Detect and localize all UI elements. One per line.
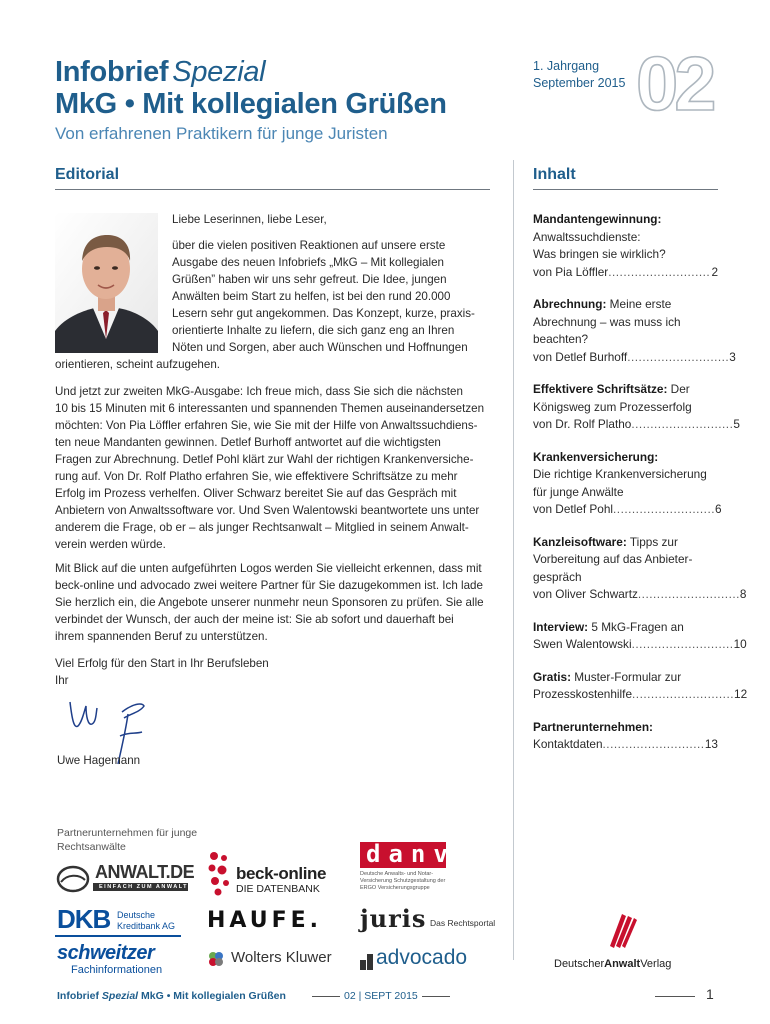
issue-number: 02 <box>636 42 713 127</box>
schweitzer-sub: Fachinformationen <box>71 964 163 976</box>
toc-leader: ........................... <box>602 737 705 751</box>
volume-info <box>533 58 625 92</box>
beck-online-logo[interactable] <box>206 848 336 900</box>
toc-item-author: von Pia Löffler <box>533 264 609 279</box>
editorial-greeting: Liebe Leserinnen, liebe Leser, <box>172 213 327 226</box>
dkb-rule <box>55 935 181 937</box>
volume-year: 1. Jahrgang <box>533 59 600 73</box>
beck-dots-icon <box>206 850 236 896</box>
text-line: Ausgabe des neuen Infobriefs „MkG – Mit kollegialen <box>172 256 444 269</box>
toc-item-topic: Mandantengewinnung: <box>533 212 662 226</box>
beck-online-name: beck-online <box>236 864 327 883</box>
text-line: Mit Blick auf die unten aufgeführten Logos werden Sie vielleicht erkennen, dass mit <box>55 562 482 575</box>
anwalt-de-name: ANWALT.DE <box>95 862 195 882</box>
footer-title-emphasis: Spezial <box>101 990 139 1002</box>
toc-item-author: von Detlef Pohl <box>533 502 614 516</box>
signature-name: Uwe Hagemann <box>57 754 141 767</box>
beck-online-sub: DIE DATENBANK <box>236 883 320 895</box>
partners-label: Partnerunternehmen für junge Rechtsanwälte <box>57 827 198 853</box>
toc-item[interactable] <box>533 296 736 366</box>
toc-item-topic: Krankenversicherung: <box>533 449 659 464</box>
text-line: Nöten und Sorgen, aber auch Wünschen und Hoffnungen <box>172 341 468 354</box>
editorial-paragraph-1 <box>172 237 502 356</box>
toc-leader: ........................... <box>631 637 734 651</box>
advocado-emblem-icon <box>360 952 376 970</box>
wolters-kluwer-emblem-icon <box>206 949 226 969</box>
page-number-rule <box>655 996 695 997</box>
publication-title-line2: MkG • Mit kollegialen Grüßen <box>55 88 447 120</box>
footer-rule-right <box>422 996 450 997</box>
author-photo <box>55 213 158 353</box>
text-line: Viel Erfolg für den Start in Ihr Berufsleben <box>55 657 269 670</box>
toc-item-page: 13 <box>704 737 718 751</box>
toc-item-topic: Gratis: <box>533 669 572 684</box>
toc-item-author: Swen Walentowski <box>533 637 632 651</box>
toc-item[interactable] <box>533 719 718 754</box>
toc-item[interactable] <box>533 619 747 654</box>
toc-leader: ........................... <box>637 587 740 601</box>
text-line: Anwälten beim Start zu helfen, ist bei den rund 20.000 <box>172 290 451 303</box>
toc-item[interactable] <box>533 381 740 434</box>
toc-item[interactable] <box>533 669 748 704</box>
toc-item-line: Die richtige Krankenversicherung <box>533 467 707 481</box>
toc-item-line: Königsweg zum Prozesserfolg <box>533 399 692 414</box>
editorial-rule <box>55 189 490 190</box>
publication-subtitle: Von erfahrenen Praktikern für junge Juristen <box>55 124 388 143</box>
text-line: Grüßen” haben wir uns sehr gefreut. Die Idee, jungen <box>172 273 447 286</box>
toc-item-page: 10 <box>733 637 747 651</box>
editorial-paragraph-3 <box>55 560 505 645</box>
footer-rule-left <box>312 996 340 997</box>
toc-item-author: von Oliver Schwartz <box>533 587 638 601</box>
juris-logo[interactable] <box>360 904 500 934</box>
toc-item-line: Anwaltssuchdienste: <box>533 229 641 244</box>
wolters-kluwer-logo[interactable] <box>206 948 346 972</box>
toc-item-page: 6 <box>715 502 722 516</box>
toc-item[interactable] <box>533 449 722 519</box>
text-line: Erfolg im Prozess verhelfen. Oliver Schwarz bereitet Sie auf das Gespräch mit <box>55 487 457 500</box>
toc-item-topic-rest: Meine erste <box>606 297 672 311</box>
toc-item-topic: Kanzleisoftware: <box>533 534 627 549</box>
anwaltverlag-part3: Verlag <box>640 958 672 970</box>
text-line: 10 bis 15 Minuten mit 6 interessanten und spannenden Themen auseinandersetzen <box>55 402 485 415</box>
toc-leader: ........................... <box>608 264 711 279</box>
toc-item-author: Kontaktdaten <box>533 737 603 751</box>
text-line: über die vielen positiven Reaktionen auf unsere erste <box>172 239 446 252</box>
toc-item-topic-rest: Der <box>667 382 690 396</box>
text-line: ihrem spannenden Beruf zu unterstützen. <box>55 630 268 643</box>
toc-item-author: von Detlef Burhoff <box>533 349 628 364</box>
danv-sub: Deutsche Anwalts- und Notar-Versicherung Schutzgestaltung der ERGO Versicherungsgruppe <box>360 871 446 891</box>
toc-item-line: Abrechnung – was muss ich <box>533 314 681 329</box>
dkb-logo[interactable] <box>55 906 185 936</box>
text-line: verbindet der Wunsch, der auch der meine ist: Sie ab sofort und dauerhaft bei <box>55 613 454 626</box>
toc-item-page: 12 <box>734 687 748 701</box>
toc-item-author: Prozesskostenhilfe <box>533 687 633 701</box>
juris-name: juris <box>360 904 427 933</box>
footer-title <box>57 990 286 1002</box>
haufe-logo[interactable]: HAUFE. <box>207 908 323 933</box>
toc-item-page: 5 <box>733 417 740 431</box>
toc-item-line: gespräch <box>533 569 582 584</box>
text-line: ten neue Mandanten gewinnen. Detlef Burhoff antwortet auf die wichtigsten <box>55 436 441 449</box>
publication-title <box>55 56 265 89</box>
toc-item-page: 3 <box>729 349 736 364</box>
toc-item-topic-rest: Tipps zur <box>626 534 678 549</box>
toc-item-topic: Partnerunternehmen: <box>533 719 653 734</box>
toc-item-topic: Effektivere Schriftsätze: <box>533 382 668 396</box>
text-line: verein werden würde. <box>55 538 166 551</box>
toc-rule <box>533 189 718 190</box>
anwaltverlag-part1: Deutscher <box>554 958 605 970</box>
text-line: Anbietern von Anwaltssoftware vor. Und Sven Walentowski beantwortete uns unter <box>55 504 480 517</box>
text-line: möchten: Von Pia Löffler erfahren Sie, wie Sie mit der Hilfe von Anwaltssuchdiens- <box>55 419 478 432</box>
schweitzer-logo[interactable] <box>55 942 185 976</box>
footer-issue <box>308 990 454 1002</box>
text-line: Lesern sehr gut angekommen. Das Konzept, kurze, praxis- <box>172 307 475 320</box>
table-of-contents <box>533 211 748 769</box>
juris-sub: Das Rechtsportal <box>430 918 496 928</box>
toc-leader: ........................... <box>613 502 716 516</box>
text-line: anderem die Frage, ob er – als junger Rechtsanwalt – Mitglied in seinem Anwalt- <box>55 521 469 534</box>
toc-item-line: Vorbereitung auf das Anbieter- <box>533 552 693 566</box>
deutscher-anwaltverlag-logo[interactable] <box>550 910 700 980</box>
text-line: rung auf. Von Dr. Rolf Platho erfahren Sie, wie effektivere Schriftsätze zu mehr <box>55 470 458 483</box>
text-line: orientierte Inhalte zu liefern, die sich ganz eng an Ihren <box>172 324 455 337</box>
toc-item-topic: Interview: <box>533 619 589 634</box>
issue-date: September 2015 <box>533 76 626 90</box>
toc-item[interactable] <box>533 211 718 281</box>
toc-leader: ........................... <box>627 349 730 364</box>
anwalt-de-logo[interactable] <box>55 862 195 896</box>
editorial-heading: Editorial <box>55 166 120 183</box>
toc-item-page: 2 <box>711 264 718 279</box>
toc-leader: ........................... <box>631 417 734 431</box>
toc-item-topic: Abrechnung: <box>533 297 607 311</box>
text-line: Ihr <box>55 674 69 687</box>
advocado-name: advocado <box>376 946 468 969</box>
anwalt-de-tagline: EINFACH ZUM ANWALT <box>99 884 189 890</box>
footer-issue-text: 02 | SEPT 2015 <box>344 990 418 1002</box>
text-line: Und jetzt zur zweiten MkG-Ausgabe: Ich freue mich, dass Sie sich die nächsten <box>55 385 463 398</box>
title-main: Infobrief <box>55 56 169 88</box>
column-divider <box>513 160 514 960</box>
schweitzer-name: schweitzer <box>57 942 155 964</box>
text-line: Sie herzlich ein, die Angebote unserer nunmehr neun Sponsoren zu prüfen. Sie alle <box>55 596 484 609</box>
toc-item-line: für junge Anwälte <box>533 484 624 499</box>
text-line: orientieren, scheint aufzugehen. <box>55 358 221 371</box>
toc-item-line: beachten? <box>533 332 589 346</box>
toc-heading: Inhalt <box>533 166 576 183</box>
toc-item-line: Was bringen sie wirklich? <box>533 247 666 261</box>
text-line: Fragen zur Abrechnung. Detlef Pohl klärt zur Wahl der richtigen Krankenversiche- <box>55 453 474 466</box>
anwaltverlag-emblem-icon <box>602 910 642 950</box>
text-line: beck-online und advocado zwei weitere Partner für Sie dazugekommen ist. Ich lade <box>55 579 483 592</box>
page-number: 1 <box>706 986 714 1002</box>
advocado-logo[interactable] <box>360 946 495 974</box>
dkb-mark: DKB <box>57 904 111 934</box>
danv-name: danv <box>366 840 456 868</box>
toc-item-page: 8 <box>739 587 747 601</box>
toc-item-topic-rest: Muster-Formular zur <box>571 669 682 684</box>
danv-logo[interactable] <box>360 842 470 902</box>
wolters-kluwer-name: Wolters Kluwer <box>231 949 332 966</box>
toc-item[interactable] <box>533 534 747 604</box>
title-emphasis: Spezial <box>172 56 266 88</box>
dkb-line2: Kreditbank AG <box>117 921 176 931</box>
footer-title-rest: MkG • Mit kollegialen Grüßen <box>138 990 286 1002</box>
editorial-paragraph-2 <box>55 383 505 553</box>
anwaltverlag-name <box>554 958 671 970</box>
toc-item-topic-rest: 5 MkG-Fragen an <box>588 619 684 634</box>
anwaltverlag-part2: Anwalt <box>604 958 641 970</box>
footer-title-prefix: Infobrief <box>57 990 102 1002</box>
dkb-line1: Deutsche <box>117 910 156 920</box>
toc-item-author: von Dr. Rolf Platho <box>533 417 632 431</box>
toc-leader: ........................... <box>632 687 735 701</box>
